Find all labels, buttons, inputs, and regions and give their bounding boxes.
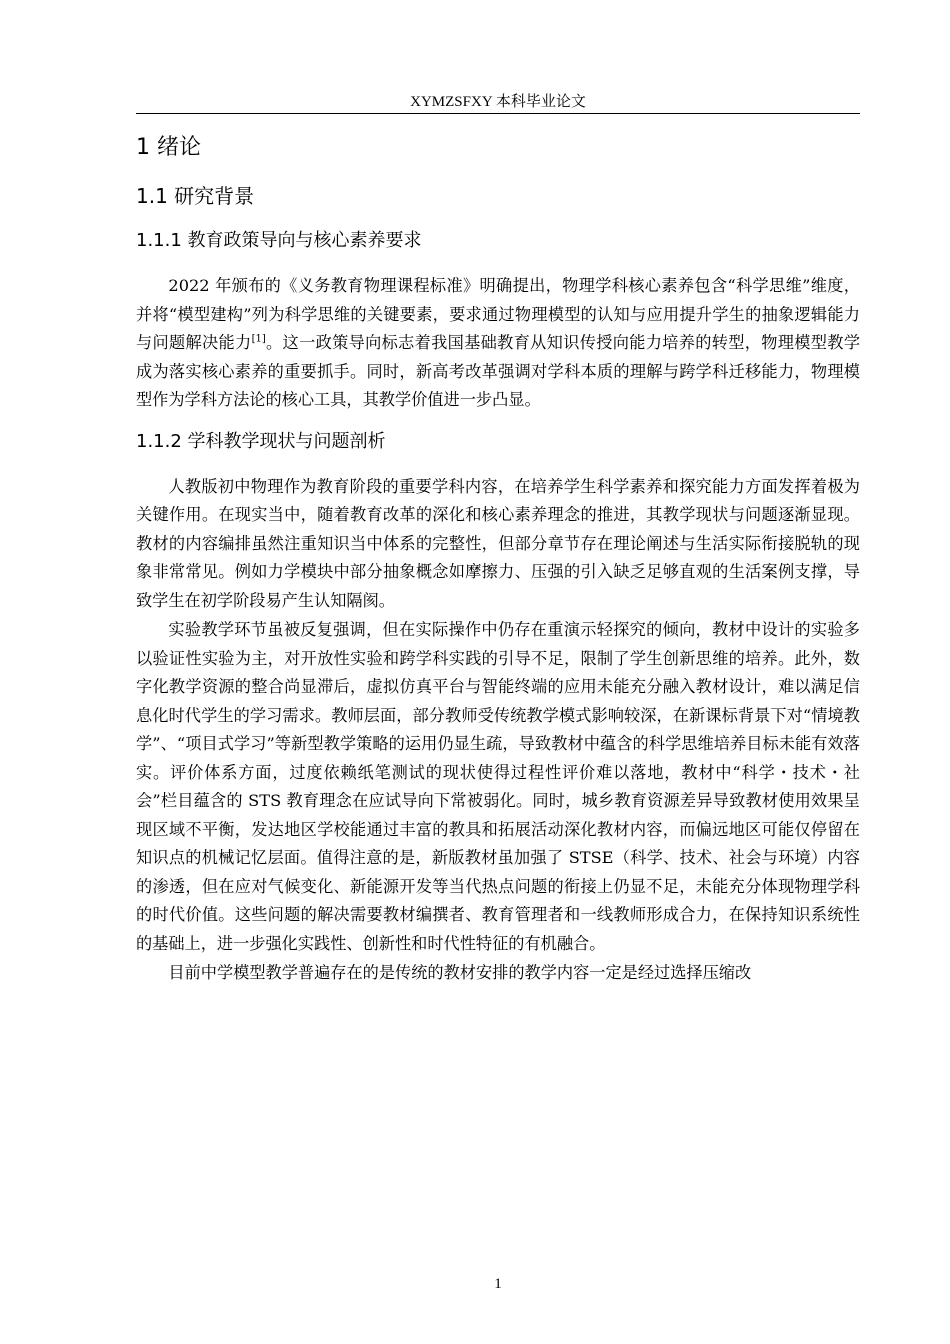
section-title: 1.1 研究背景 xyxy=(136,184,255,208)
subsection-title-status: 1.1.2 学科教学现状与问题剖析 xyxy=(136,430,386,452)
paragraph-status-1: 人教版初中物理作为教育阶段的重要学科内容，在培养学生科学素养和探究能力方面发挥着极为关键作用。在现实当中，随着教育改革的深化和核心素养理念的推进，其教学现状与问题逐渐显现。教材的内容编排虽然注重知识当中体系的完整性，但部分章节存在理论阐述与生活实际衔接脱轨的现象非常常见。例如力学模块中部分抽象概念如摩擦力、压强的引入缺乏足够直观的生活案例支撑，导致学生在初学阶段易产生认知隔阂。 xyxy=(136,476,860,610)
page-number: 1 xyxy=(494,1276,502,1292)
running-header: XYMZSFXY 本科毕业论文 xyxy=(410,94,586,110)
citation-marker[interactable]: [1] xyxy=(251,333,266,345)
paragraph-policy xyxy=(136,266,860,415)
paragraph-text: 2022 年颁布的《义务教育物理课程标准》明确提出，物理学科核心素养包含“科学思维”维度，并将“模型建构”列为科学思维的关键要素，要求通过物理模型的认知与应用提升学生的抽象逻辑能力与问题解决能力 xyxy=(136,276,860,352)
paragraph-text: 。这一政策导向标志着我国基础教育从知识传授向能力培养的转型，物理模型教学成为落实核心素养的重要抓手。同时，新高考改革强调对学科本质的理解与跨学科迁移能力，物理模型作为学科方法论的核心工具，其教学价值进一步凸显。 xyxy=(136,333,861,409)
paragraph-status-2: 实验教学环节虽被反复强调，但在实际操作中仍存在重演示轻探究的倾向，教材中设计的实验多以验证性实验为主，对开放性实验和跨学科实践的引导不足，限制了学生创新思维的培养。此外，数字化教学资源的整合尚显滞后，虚拟仿真平台与智能终端的应用未能充分融入教材设计，难以满足信息化时代学生的学习需求。教师层面，部分教师受传统教学模式影响较深，在新课标背景下对“情境教学”、“项目式学习”等新型教学策略的运用仍显生疏，导致教材中蕴含的科学思维培养目标未能有效落实。评价体系方面，过度依赖纸笔测试的现状使得过程性评价难以落地，教材中“科学・技术・社会”栏目蕴含的 STS 教育理念在应试导向下常被弱化。同时，城乡教育资源差异导致教材使用效果呈现区域不平衡，发达地区学校能通过丰富的教具和拓展活动深化教材内容，而偏远地区可能仅停留在知识点的机械记忆层面。值得注意的是，新版教材虽加强了 STSE（科学、技术、社会与环境）内容的渗透，但在应对气候变化、新能源开发等当代热点问题的衔接上仍显不足，未能充分体现物理学科的时代价值。这些问题的解决需要教材编撰者、教育管理者和一线教师形成合力，在保持知识系统性的基础上，进一步强化实践性、创新性和时代性特征的有机融合。 xyxy=(136,620,860,953)
page-content xyxy=(136,130,860,988)
header-rule xyxy=(136,113,860,114)
subsection-title-policy: 1.1.1 教育政策导向与核心素养要求 xyxy=(136,230,422,251)
chapter-title: 1 绪论 xyxy=(136,135,201,160)
paragraph-status-3: 目前中学模型教学普遍存在的是传统的教材安排的教学内容一定是经过选择压缩改 xyxy=(168,963,752,982)
